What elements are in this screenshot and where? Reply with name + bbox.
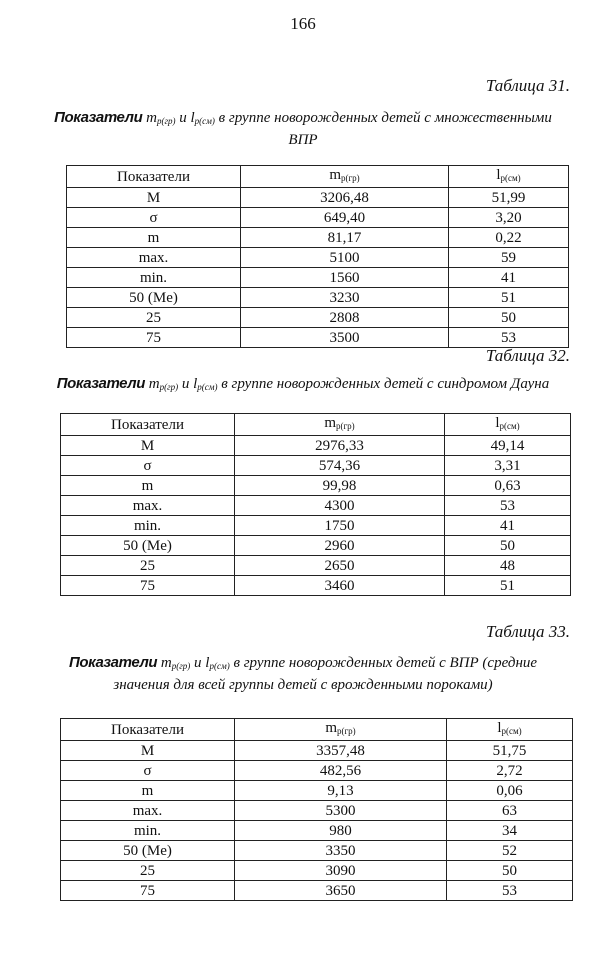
table-cell: 3090 (235, 861, 447, 881)
var-l-sub: р(см) (194, 116, 215, 126)
table-row (61, 436, 571, 456)
table-cell: 51 (445, 576, 571, 596)
table-cell: 53 (445, 496, 571, 516)
var-m-sub: р(гр) (159, 382, 179, 392)
column-header-text: l (495, 415, 500, 431)
var-l-sub: р(см) (197, 382, 218, 392)
var-m-sub: р(гр) (171, 661, 191, 671)
table-cell: 51,99 (449, 188, 569, 208)
header-row (67, 166, 569, 188)
var-l: l (205, 655, 210, 671)
table-cell: 649,40 (241, 208, 449, 228)
caption-and: и (194, 655, 202, 671)
column-header-text: Показатели (111, 721, 184, 738)
caption-and: и (179, 110, 187, 126)
column-header (449, 166, 569, 188)
table-cell: 50 (Me) (61, 841, 235, 861)
table-cell: 5300 (235, 801, 447, 821)
table-cell: 3357,48 (235, 741, 447, 761)
table-cell: 3,20 (449, 208, 569, 228)
table-31-caption (36, 108, 570, 150)
table-cell: M (61, 436, 235, 456)
table-cell: 1750 (235, 516, 445, 536)
table-cell: 25 (67, 308, 241, 328)
table-cell: 0,06 (447, 781, 573, 801)
table-cell: max. (67, 248, 241, 268)
table-33-caption (30, 653, 576, 695)
table-33-caption-line2: значения для всей группы детей с врожденными пороками) (113, 677, 493, 693)
table-row (61, 781, 573, 801)
column-header-text: l (497, 720, 502, 736)
column-header (445, 414, 571, 436)
table-row (67, 308, 569, 328)
table-row (61, 476, 571, 496)
table-cell: 3350 (235, 841, 447, 861)
column-header (61, 414, 235, 436)
column-header-text: Показатели (117, 168, 190, 185)
table-row (67, 328, 569, 348)
table-cell: 980 (235, 821, 447, 841)
table-row (61, 761, 573, 781)
table-cell: max. (61, 801, 235, 821)
table-row (61, 821, 573, 841)
var-m: m (160, 655, 172, 671)
table-cell: 50 (Me) (67, 288, 241, 308)
caption-and: и (181, 376, 190, 392)
caption-rest: в группе новорожденных детей с ВПР (средние (233, 655, 538, 671)
table-cell: 3460 (235, 576, 445, 596)
column-header (61, 719, 235, 741)
table-cell: 1560 (241, 268, 449, 288)
table-cell: 53 (449, 328, 569, 348)
table-cell: 2960 (235, 536, 445, 556)
column-header-subscript: р(см) (499, 421, 520, 431)
table-cell: 75 (61, 576, 235, 596)
table-cell: 50 (Me) (61, 536, 235, 556)
table-row (67, 228, 569, 248)
table-32-caption (30, 374, 576, 397)
table-cell: 52 (447, 841, 573, 861)
table-cell: σ (61, 456, 235, 476)
table-row (61, 741, 573, 761)
table-31-caption-line2: ВПР (288, 132, 318, 148)
table-cell: m (61, 781, 235, 801)
table-cell: 50 (447, 861, 573, 881)
column-header-subscript: р(гр) (340, 173, 360, 183)
table-row (67, 268, 569, 288)
table-cell: 34 (447, 821, 573, 841)
table-33-caption-line1 (30, 653, 576, 676)
table-cell: 3230 (241, 288, 449, 308)
caption-lead: Показатели (56, 375, 145, 392)
column-header-subscript: р(гр) (335, 421, 355, 431)
column-header (447, 719, 573, 741)
table-cell: 482,56 (235, 761, 447, 781)
table-row (67, 208, 569, 228)
column-header-text: m (329, 167, 341, 183)
table-cell: 0,22 (449, 228, 569, 248)
table-31-label: Таблица 31. (485, 76, 570, 95)
var-l: l (190, 110, 195, 126)
table-cell: 41 (449, 268, 569, 288)
table-row (61, 801, 573, 821)
table-cell: 25 (61, 861, 235, 881)
table-cell: 3206,48 (241, 188, 449, 208)
table-row (61, 841, 573, 861)
var-m: m (146, 110, 157, 126)
table-cell: 50 (445, 536, 571, 556)
table-cell: 3500 (241, 328, 449, 348)
table-cell: 41 (445, 516, 571, 536)
table-31 (66, 165, 569, 348)
table-cell: 99,98 (235, 476, 445, 496)
table-cell: 5100 (241, 248, 449, 268)
column-header-text: Показатели (111, 416, 184, 433)
header-row (61, 414, 571, 436)
table-31-caption-line1 (36, 108, 570, 131)
table-cell: 75 (67, 328, 241, 348)
table-cell: 59 (449, 248, 569, 268)
table-32 (60, 413, 571, 596)
table-cell: 0,63 (445, 476, 571, 496)
table-cell: 2808 (241, 308, 449, 328)
table-cell: min. (61, 821, 235, 841)
column-header-subscript: р(гр) (336, 726, 356, 736)
table-cell: 2650 (235, 556, 445, 576)
table-cell: 25 (61, 556, 235, 576)
column-header (67, 166, 241, 188)
caption-lead: Показатели (54, 109, 143, 126)
var-l-sub: р(см) (209, 661, 230, 671)
table-cell: 2976,33 (235, 436, 445, 456)
var-m: m (148, 376, 160, 392)
column-header-text: l (496, 167, 501, 183)
var-l: l (193, 376, 198, 392)
column-header (241, 166, 449, 188)
column-header (235, 719, 447, 741)
table-cell: 9,13 (235, 781, 447, 801)
table-cell: 51 (449, 288, 569, 308)
table-row (61, 881, 573, 901)
table-cell: σ (61, 761, 235, 781)
table-row (61, 516, 571, 536)
table-cell: M (61, 741, 235, 761)
table-cell: 63 (447, 801, 573, 821)
table-cell: 574,36 (235, 456, 445, 476)
caption-rest: в группе новорожденных детей с множественными (218, 110, 552, 126)
header-row (61, 719, 573, 741)
column-header-subscript: р(см) (500, 173, 521, 183)
table-cell: 49,14 (445, 436, 571, 456)
table-row (67, 288, 569, 308)
table-row (61, 456, 571, 476)
table-32-caption-line1 (30, 374, 576, 397)
table-cell: 3,31 (445, 456, 571, 476)
table-33 (60, 718, 573, 901)
table-cell: m (67, 228, 241, 248)
column-header (235, 414, 445, 436)
caption-rest: в группе новорожденных детей с синдромом Дауна (221, 376, 550, 392)
column-header-text: m (325, 720, 337, 736)
table-row (61, 496, 571, 516)
table-cell: σ (67, 208, 241, 228)
table-33-label: Таблица 33. (485, 622, 570, 641)
table-row (61, 556, 571, 576)
var-m-sub: р(гр) (156, 116, 176, 126)
table-cell: 3650 (235, 881, 447, 901)
table-cell: 2,72 (447, 761, 573, 781)
table-32-label: Таблица 32. (485, 346, 570, 365)
caption-lead: Показатели (68, 654, 158, 671)
table-row (61, 576, 571, 596)
table-row (67, 248, 569, 268)
table-row (61, 861, 573, 881)
table-cell: 53 (447, 881, 573, 901)
column-header-subscript: р(см) (501, 726, 522, 736)
table-cell: min. (61, 516, 235, 536)
table-cell: M (67, 188, 241, 208)
table-cell: min. (67, 268, 241, 288)
table-cell: 48 (445, 556, 571, 576)
table-cell: max. (61, 496, 235, 516)
table-cell: m (61, 476, 235, 496)
table-cell: 75 (61, 881, 235, 901)
table-cell: 4300 (235, 496, 445, 516)
page-number: 166 (290, 14, 316, 33)
table-row (61, 536, 571, 556)
table-cell: 50 (449, 308, 569, 328)
column-header-text: m (324, 415, 336, 431)
table-cell: 51,75 (447, 741, 573, 761)
table-cell: 81,17 (241, 228, 449, 248)
table-row (67, 188, 569, 208)
